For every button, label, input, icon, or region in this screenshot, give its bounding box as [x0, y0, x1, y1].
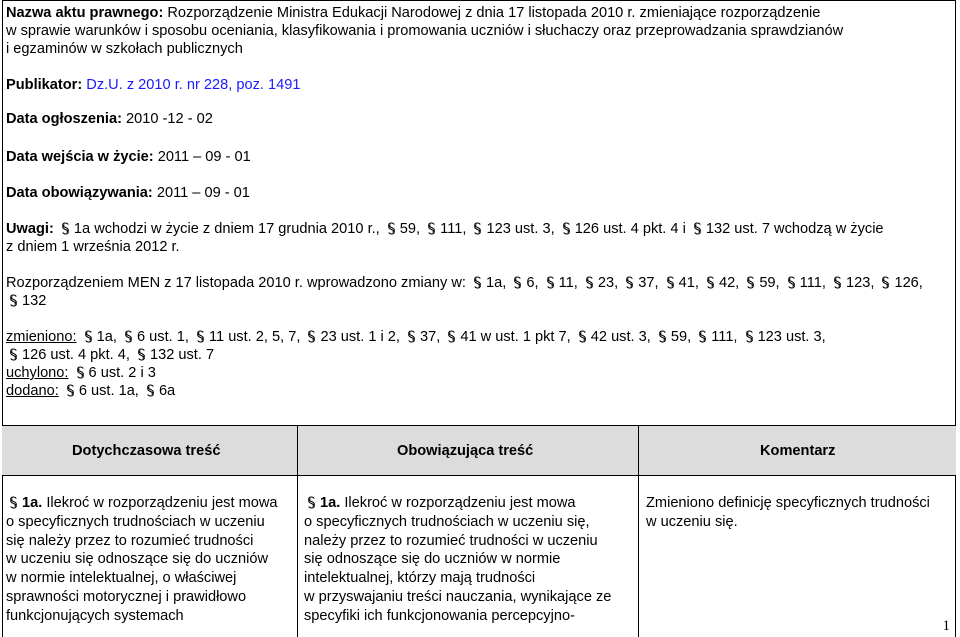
act-line-2: w sprawie warunków i sposobu oceniania, klasyfikowania i promowania uczniów i słuchaczy oraz przeprowadzania sprawdzianów	[6, 23, 844, 39]
notes-items	[58, 221, 884, 237]
section-sign-icon	[697, 330, 708, 343]
section-ref: 59,	[759, 275, 780, 291]
section-sign-icon	[145, 384, 156, 397]
announce-value: 2010 -12 - 02	[126, 111, 213, 127]
changes-items	[470, 275, 923, 291]
section-sign-icon	[75, 366, 86, 379]
publisher-row	[6, 76, 300, 94]
header-current-text: Obowiązująca treść	[397, 443, 534, 459]
section-ref: 111,	[440, 221, 467, 237]
current-text-line: Ilekroć w rozporządzeniu jest mowa	[344, 495, 576, 511]
section-sign-icon	[8, 348, 19, 361]
section-ref: 37,	[638, 275, 659, 291]
changed-row-2	[6, 346, 214, 364]
current-text-line: się odnoszące się do uczniów w normie	[304, 551, 561, 568]
current-text-line: należy przez to rozumieć trudności w uczeniu	[304, 532, 598, 549]
previous-text-line-1	[6, 494, 278, 513]
comment-cell	[646, 494, 930, 532]
section-sign-icon	[657, 330, 668, 343]
section-ref: 6a	[158, 383, 176, 399]
section-sign-icon	[577, 330, 588, 343]
changed-items	[81, 329, 826, 345]
changes-row	[6, 274, 923, 292]
added-label: dodano:	[6, 383, 59, 399]
section-sign-icon	[306, 496, 317, 509]
current-text-line: o specyficznych trudnościach w uczeniu się,	[304, 513, 590, 530]
repealed-label: uchylono:	[6, 365, 69, 381]
table-header	[2, 425, 956, 476]
column-divider-2	[638, 425, 639, 637]
changes-last	[6, 293, 46, 309]
section-sign-icon	[60, 222, 71, 235]
section-sign-icon	[123, 330, 134, 343]
current-text-line: w przyswajaniu treści nauczania, wynikające ze	[304, 588, 612, 605]
section-sign-icon	[880, 276, 891, 289]
changes-intro: Rozporządzeniem MEN z 17 listopada 2010 r. wprowadzono zmiany w:	[6, 275, 466, 291]
section-ref: 126,	[894, 275, 923, 291]
section-ref: 111,	[711, 329, 738, 345]
section-ref: 59,	[670, 329, 692, 345]
section-sign-icon	[665, 276, 676, 289]
section-sign-icon	[512, 276, 523, 289]
section-sign-icon	[472, 276, 483, 289]
section-ref: 11,	[558, 275, 578, 291]
section-sign-icon	[195, 330, 206, 343]
repealed-row	[6, 364, 156, 382]
section-sign-icon	[545, 276, 556, 289]
section-ref: 123 ust. 3,	[486, 221, 555, 237]
current-text-line: specyfiki ich funkcjonowania percepcyjno-	[304, 607, 575, 624]
section-ref: 132 ust. 7 wchodzą w życie	[705, 221, 884, 237]
section-ref: 41,	[678, 275, 699, 291]
act-line-3: i egzaminów w szkołach publicznych	[6, 41, 243, 57]
section-ref: 6 ust. 2 i 3	[88, 365, 156, 381]
act-line-1	[6, 4, 820, 22]
comment-line: w uczeniu się.	[646, 513, 738, 530]
validity-value: 2011 – 09 - 01	[156, 185, 250, 201]
act-title: Rozporządzenie Ministra Edukacji Narodowej z dnia 17 listopada 2010 r. zmieniające rozporządzenie	[167, 5, 821, 21]
announce-row	[6, 110, 213, 128]
previous-text-line: się należy przez to rozumieć trudności	[6, 532, 254, 549]
section-sign-icon	[786, 276, 797, 289]
previous-text-line: w uczeniu się odnoszące się do uczniów	[6, 551, 269, 568]
page-number: 1	[942, 618, 950, 634]
header-comment: Komentarz	[760, 443, 836, 459]
section-ref: 1a wchodzi w życie z dniem 17 grudnia 2010 r.,	[73, 221, 380, 237]
section-ref: 1a,	[486, 275, 507, 291]
previous-text-line: w normie intelektualnej, o właściwej	[6, 570, 237, 587]
current-text-cell	[304, 494, 611, 626]
section-ref: 111,	[799, 275, 826, 291]
publisher-label: Publikator:	[6, 77, 83, 93]
section-sign-icon	[136, 348, 147, 361]
section-sign-icon	[406, 330, 417, 343]
act-label: Nazwa aktu prawnego:	[6, 5, 164, 21]
added-items	[63, 383, 175, 399]
effective-label: Data wejścia w życie:	[6, 149, 154, 165]
section-sign-icon	[744, 330, 755, 343]
changed-row	[6, 328, 826, 346]
changed-items-2	[6, 347, 214, 363]
header-previous-text: Dotychczasowa treść	[72, 443, 221, 459]
current-text-line: intelektualnej, którzy mają trudności	[304, 570, 536, 587]
previous-text-number: 1a.	[22, 495, 43, 511]
section-sign-icon	[472, 222, 483, 235]
previous-text-cell	[6, 494, 278, 626]
section-sign-icon	[624, 276, 635, 289]
section-sign-icon	[83, 330, 94, 343]
notes-label: Uwagi:	[6, 221, 54, 237]
section-ref: 37,	[420, 329, 441, 345]
previous-text-line: sprawności motorycznej i prawidłowo	[6, 588, 247, 605]
section-ref: 1a,	[96, 329, 117, 345]
section-ref: 41 w ust. 1 pkt 7,	[460, 329, 571, 345]
section-ref: 123,	[845, 275, 875, 291]
section-ref: 11 ust. 2, 5, 7,	[208, 329, 301, 345]
previous-text-line: funkcjonujących systemach	[6, 607, 184, 624]
section-ref: 126 ust. 4 pkt. 4 i	[574, 221, 686, 237]
previous-text-line: Ilekroć w rozporządzeniu jest mowa	[46, 495, 278, 511]
announce-label: Data ogłoszenia:	[6, 111, 122, 127]
section-sign-icon	[386, 222, 397, 235]
effective-row	[6, 148, 251, 166]
section-sign-icon	[832, 276, 843, 289]
section-sign-icon	[446, 330, 457, 343]
section-ref: 6,	[526, 275, 539, 291]
publisher-link[interactable]: Dz.U. z 2010 r. nr 228, poz. 1491	[86, 77, 301, 93]
section-sign-icon	[745, 276, 756, 289]
notes-line-2: z dniem 1 września 2012 r.	[6, 239, 180, 255]
comment-line: Zmieniono definicję specyficznych trudności	[646, 495, 930, 511]
section-ref: 42,	[718, 275, 740, 291]
section-sign-icon	[8, 294, 19, 307]
validity-label: Data obowiązywania:	[6, 185, 153, 201]
section-sign-icon	[705, 276, 716, 289]
section-ref: 42 ust. 3,	[590, 329, 651, 345]
added-row	[6, 382, 175, 400]
column-divider-1	[297, 425, 298, 637]
section-ref: 6 ust. 1,	[137, 329, 189, 345]
section-ref: 23 ust. 1 i 2,	[320, 329, 400, 345]
effective-value: 2011 – 09 - 01	[157, 149, 251, 165]
current-text-number: 1a.	[320, 495, 341, 511]
section-sign-icon	[426, 222, 437, 235]
section-ref: 6 ust. 1a,	[78, 383, 139, 399]
changes-row-2	[6, 292, 46, 310]
current-text-line-1	[304, 494, 611, 513]
validity-row	[6, 184, 250, 202]
section-sign-icon	[584, 276, 595, 289]
section-sign-icon	[561, 222, 572, 235]
section-ref: 126 ust. 4 pkt. 4,	[22, 347, 130, 363]
section-ref: 59,	[399, 221, 421, 237]
section-ref: 23,	[597, 275, 619, 291]
section-ref: 132	[22, 293, 47, 309]
section-ref: 132 ust. 7	[149, 347, 215, 363]
section-ref: 123 ust. 3,	[757, 329, 826, 345]
section-sign-icon	[8, 496, 19, 509]
previous-text-line: o specyficznych trudnościach w uczeniu	[6, 513, 265, 530]
section-sign-icon	[65, 384, 76, 397]
repealed-items	[73, 365, 156, 381]
notes-row	[6, 220, 884, 238]
section-sign-icon	[692, 222, 703, 235]
changed-label: zmieniono:	[6, 329, 77, 345]
section-sign-icon	[306, 330, 317, 343]
